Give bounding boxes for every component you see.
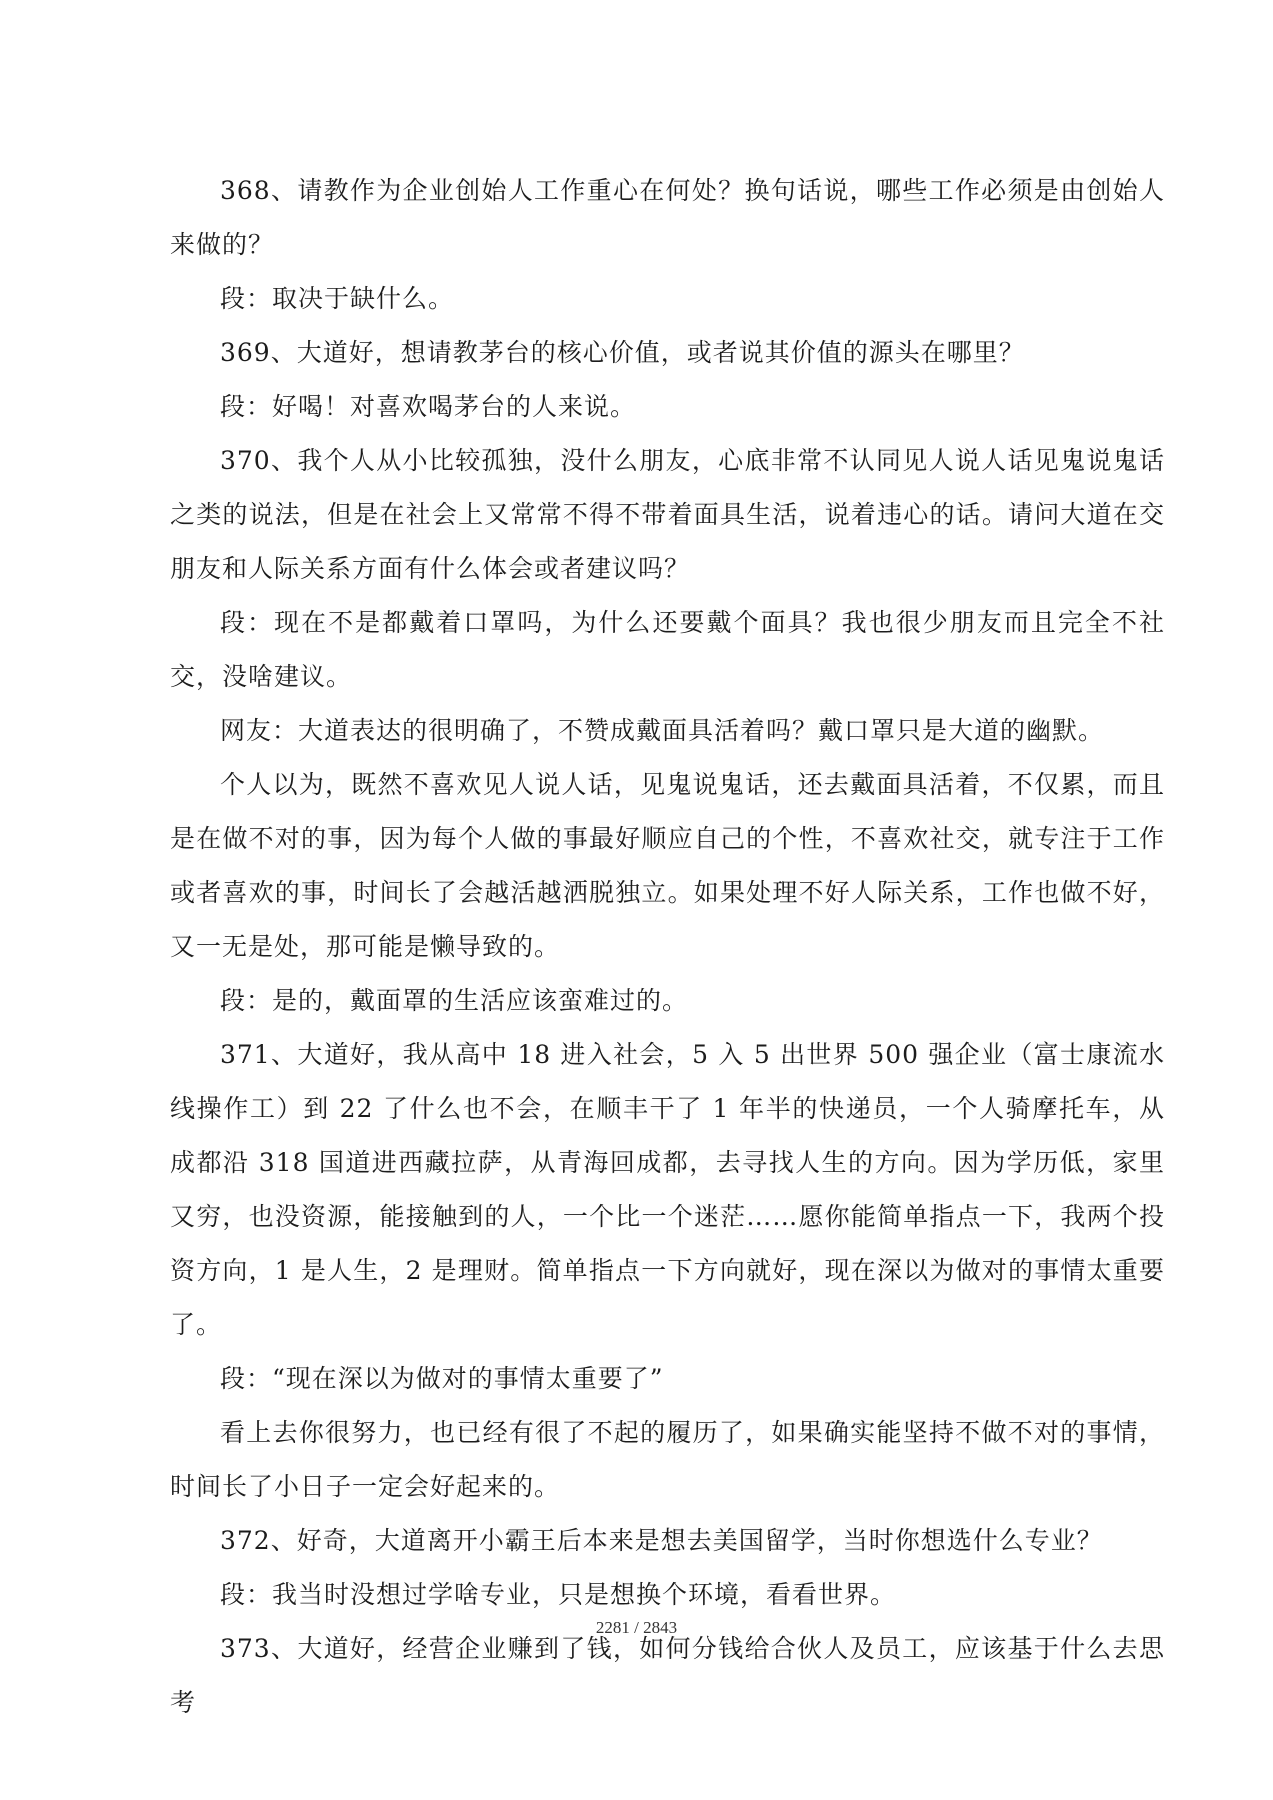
paragraph-371-answer: 看上去你很努力，也已经有很了不起的履历了，如果确实能坚持不做不对的事情，时间长了小日子一定会好起来的。 — [170, 1418, 1165, 1501]
document-body — [170, 164, 1165, 1730]
paragraph-370-question: 370、我个人从小比较孤独，没什么朋友，心底非常不认同见人说人话见鬼说鬼话之类的说法，但是在社会上又常常不得不带着面具生活，说着违心的话。请问大道在交朋友和人际关系方面有什么体会或者建议吗？ — [170, 446, 1165, 583]
paragraph-372-question: 372、好奇，大道离开小霸王后本来是想去美国留学，当时你想选什么专业？ — [220, 1526, 1103, 1555]
paragraph-371-question: 371、大道好，我从高中 18 进入社会，5 入 5 出世界 500 强企业（富士康流水线操作工）到 22 了什么也不会，在顺丰干了 1 年半的快递员，一个人骑摩托车，从成都沿 318 国道进西藏拉萨，从青海回成都，去寻找人生的方向。因为学历低，家里又穷，也没资源，能接触到的人，一个比一个迷茫……愿你能简单指点一下，我两个投资方向，1 是人生，2 是理财。简单指点一下方向就好，现在深以为做对的事情太重要了。 — [170, 1040, 1165, 1339]
paragraph-372-answer: 段：我当时没想过学啥专业，只是想换个环境，看看世界。 — [220, 1580, 897, 1609]
paragraph-368-question: 368、请教作为企业创始人工作重心在何处？换句话说，哪些工作必须是由创始人来做的？ — [170, 176, 1165, 259]
paragraph-369-answer: 段：好喝！对喜欢喝茅台的人来说。 — [220, 392, 637, 421]
paragraph-369-question: 369、大道好，想请教茅台的核心价值，或者说其价值的源头在哪里？ — [220, 338, 1025, 367]
page-number: 2281 / 2843 — [595, 1618, 678, 1637]
paragraph-370-answer: 段：现在不是都戴着口罩吗，为什么还要戴个面具？我也很少朋友而且完全不社交，没啥建议。 — [170, 608, 1165, 691]
paragraph-368-answer: 段：取决于缺什么。 — [220, 284, 455, 313]
paragraph-370-netizen-comment: 网友：大道表达的很明确了，不赞成戴面具活着吗？戴口罩只是大道的幽默。 — [220, 716, 1105, 745]
paragraph-370-netizen-opinion: 个人以为，既然不喜欢见人说人话，见鬼说鬼话，还去戴面具活着，不仅累，而且是在做不对的事，因为每个人做的事最好顺应自己的个性，不喜欢社交，就专注于工作或者喜欢的事，时间长了会越活越洒脱独立。如果处理不好人际关系，工作也做不好，又一无是处，那可能是懒导致的。 — [170, 770, 1165, 961]
paragraph-373-question: 373、大道好，经营企业赚到了钱，如何分钱给合伙人及员工，应该基于什么去思考 — [170, 1634, 1165, 1717]
paragraph-370-reply: 段：是的，戴面罩的生活应该蛮难过的。 — [220, 986, 689, 1015]
paragraph-371-answer-quote: 段：“现在深以为做对的事情太重要了” — [220, 1364, 664, 1393]
